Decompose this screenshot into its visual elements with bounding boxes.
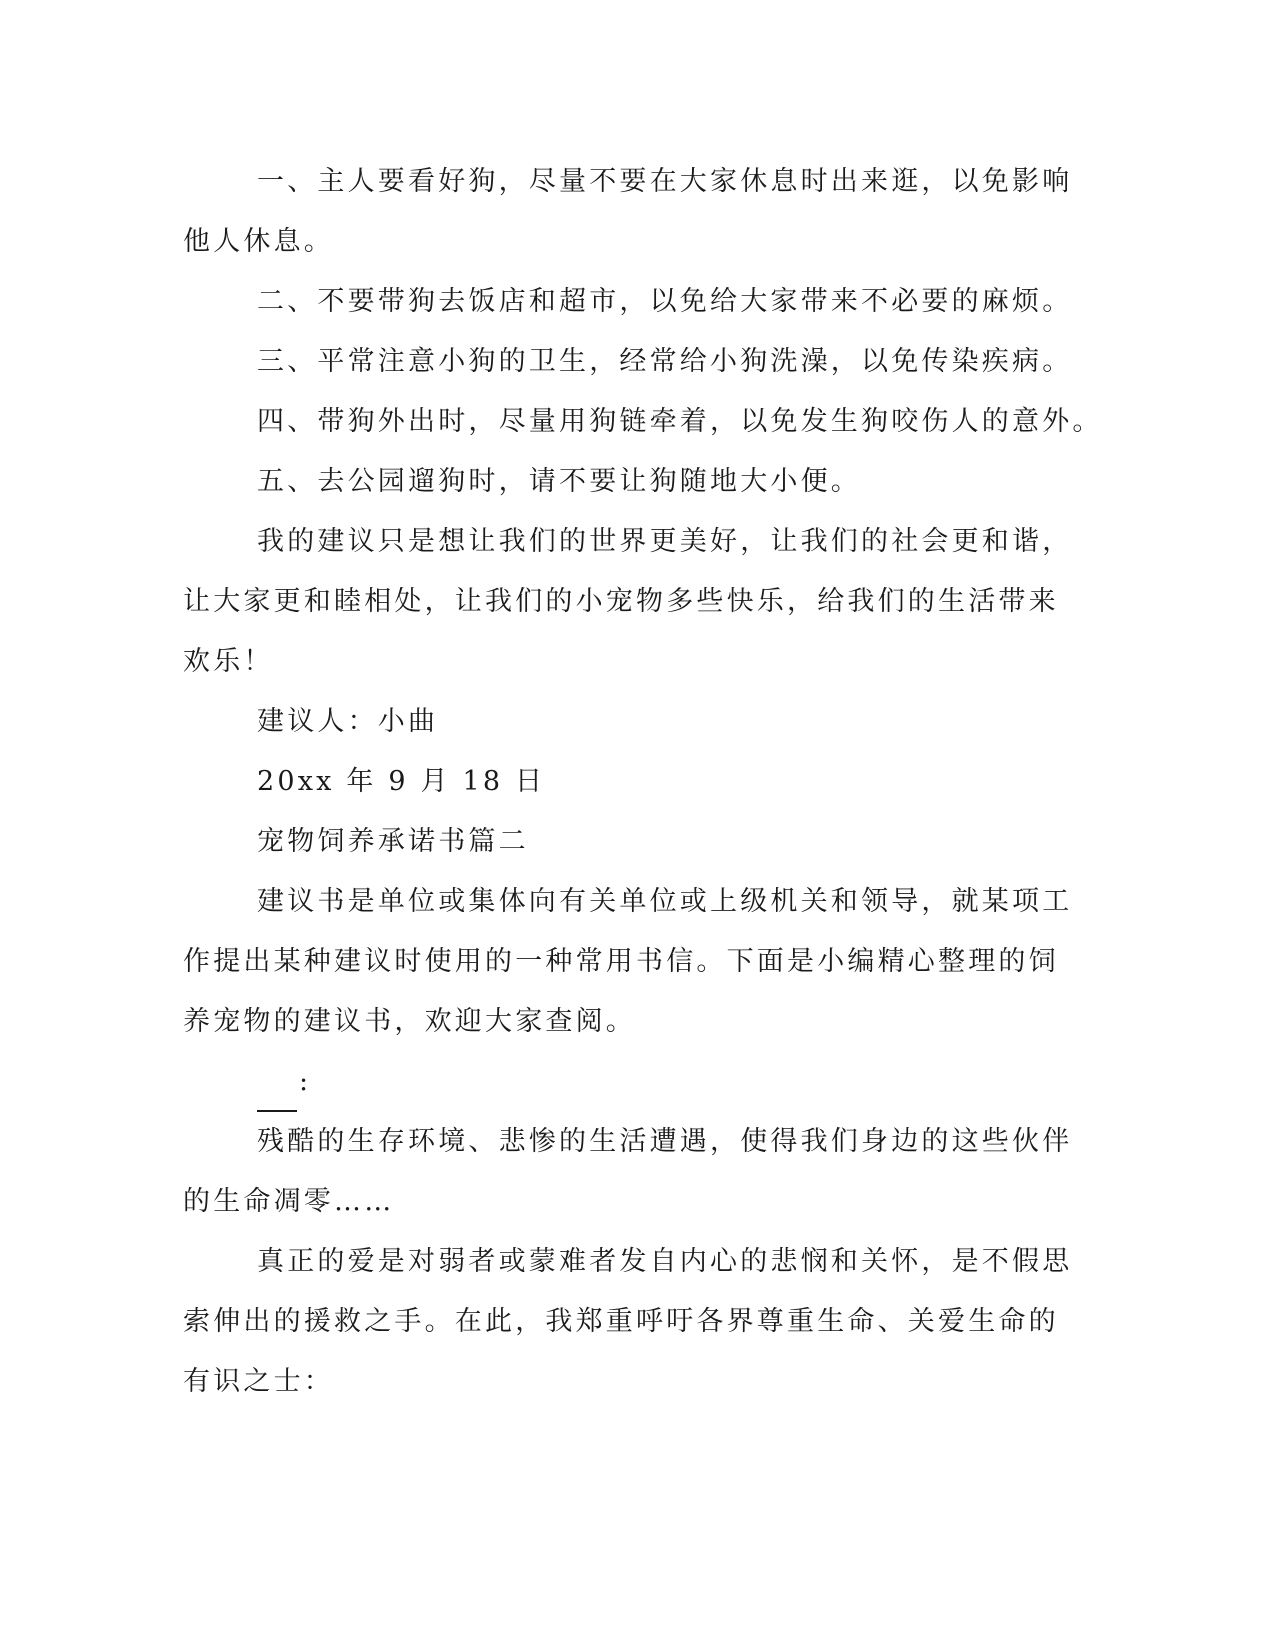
document-page: [183, 152, 1103, 1412]
item-3: 三、平常注意小狗的卫生，经常给小狗洗澡，以免传染疾病。: [257, 346, 1073, 377]
salutation: [183, 1052, 1073, 1112]
paragraph-2: 真正的爱是对弱者或蒙难者发自内心的悲悯和关怀，是不假思索伸出的援救之手。在此，我郑重呼吁各界尊重生命、关爱生命的有识之士：: [183, 1246, 1073, 1397]
salutation-blank: [257, 1084, 297, 1112]
intro-paragraph: 建议书是单位或集体向有关单位或上级机关和领导，就某项工作提出某种建议时使用的一种常用书信。下面是小编精心整理的饲养宠物的建议书，欢迎大家查阅。: [183, 886, 1073, 1037]
closing-paragraph: 我的建议只是想让我们的世界更美好，让我们的社会更和谐，让大家更和睦相处，让我们的小宠物多些快乐，给我们的生活带来欢乐！: [183, 526, 1073, 677]
section-title: 宠物饲养承诺书篇二: [257, 826, 529, 857]
item-1: 一、主人要看好狗，尽量不要在大家休息时出来逛，以免影响他人休息。: [183, 166, 1073, 257]
item-4: 四、带狗外出时，尽量用狗链牵着，以免发生狗咬伤人的意外。: [257, 406, 1103, 437]
item-2: 二、不要带狗去饭店和超市，以免给大家带来不必要的麻烦。: [257, 286, 1073, 317]
date: 20xx 年 9 月 18 日: [257, 766, 546, 797]
item-5: 五、去公园遛狗时，请不要让狗随地大小便。: [257, 466, 861, 497]
signer: 建议人：小曲: [257, 706, 439, 737]
salutation-colon: :: [299, 1066, 312, 1097]
paragraph-1: 残酷的生存环境、悲惨的生活遭遇，使得我们身边的这些伙伴的生命凋零……: [183, 1126, 1073, 1217]
